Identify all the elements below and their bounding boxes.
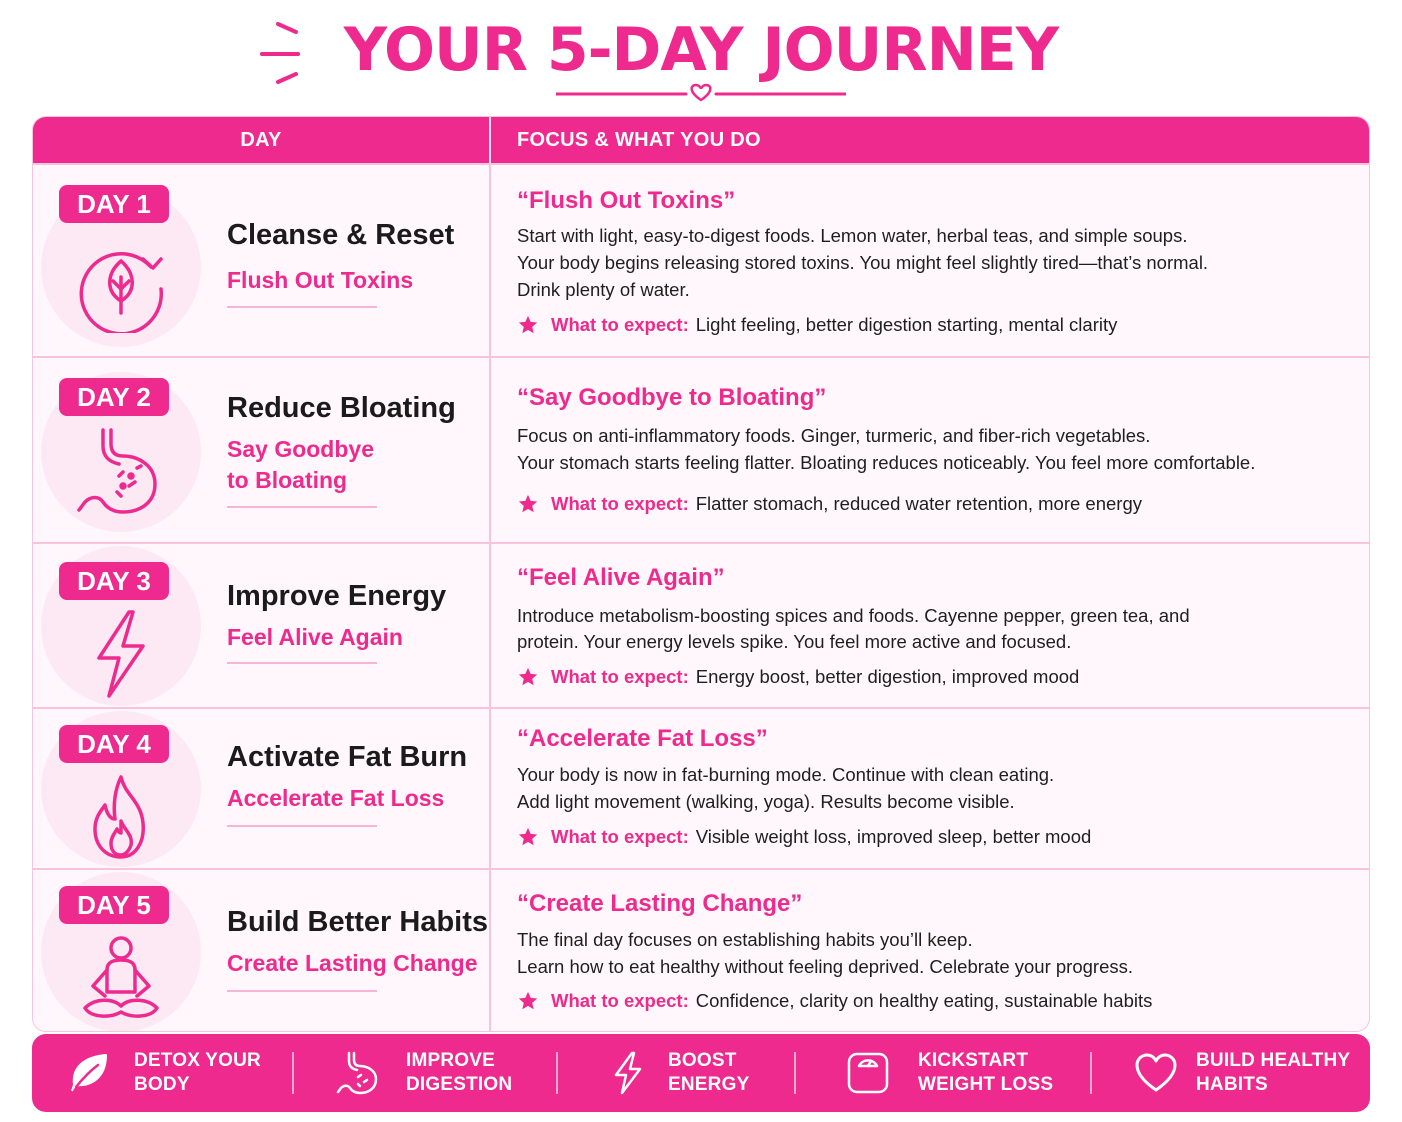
benefit-text: DETOX YOUR BODY	[134, 1050, 261, 1095]
benefit-weight-loss	[846, 1034, 1076, 1112]
day-cell	[33, 544, 489, 707]
description-line: Learn how to eat healthy without feeling deprived. Celebrate your progress.	[517, 956, 1134, 977]
table-row-day-4	[33, 707, 1369, 868]
column-divider	[489, 870, 491, 1032]
star-icon	[517, 826, 539, 848]
star-icon	[517, 314, 539, 336]
lightning-icon	[73, 606, 169, 702]
lightning-icon	[606, 1051, 650, 1095]
meditation-icon	[73, 934, 169, 1030]
table-row-day-1	[33, 163, 1369, 356]
day-badge: DAY 3	[59, 562, 169, 600]
day-subtitle: Feel Alive Again	[227, 624, 403, 650]
focus-cell	[517, 544, 1357, 707]
leaf-icon	[68, 1051, 112, 1095]
what-to-expect	[517, 666, 1079, 688]
description-line: Introduce metabolism-boosting spices and foods. Cayenne pepper, green tea, and	[517, 605, 1190, 626]
subtitle-underline	[227, 990, 377, 992]
benefit-text: BOOST ENERGY	[668, 1050, 750, 1095]
expect-text: Flatter stomach, reduced water retention, more energy	[695, 493, 1143, 514]
day-cell	[33, 165, 489, 356]
day-cell	[33, 709, 489, 868]
star-icon	[517, 493, 539, 515]
expect-text: Light feeling, better digestion starting, mental clarity	[695, 314, 1118, 335]
focus-quote: “Say Goodbye to Bloating”	[517, 384, 827, 411]
day-badge: DAY 5	[59, 886, 169, 924]
subtitle-underline	[227, 825, 377, 827]
expect-text: Confidence, clarity on healthy eating, sustainable habits	[695, 990, 1153, 1011]
description-line: Add light movement (walking, yoga). Results become visible.	[517, 791, 1015, 812]
day-cell	[33, 358, 489, 542]
expect-label: What to expect:	[551, 990, 689, 1011]
stomach-icon	[336, 1051, 380, 1095]
table-row-day-5	[33, 868, 1369, 1032]
description-line: Drink plenty of water.	[517, 279, 690, 300]
benefit-divider	[794, 1052, 796, 1094]
table-row-day-2	[33, 356, 1369, 542]
flame-icon	[73, 771, 169, 867]
benefit-habits	[1134, 1034, 1364, 1112]
day-badge: DAY 1	[59, 185, 169, 223]
header-divider	[489, 117, 491, 163]
scale-icon	[846, 1051, 890, 1095]
table-row-day-3	[33, 542, 1369, 707]
expect-label: What to expect:	[551, 666, 689, 687]
benefit-energy	[606, 1034, 786, 1112]
leaf-cycle-icon	[73, 237, 169, 333]
subtitle-underline	[227, 662, 377, 664]
page-title: YOUR 5-DAY JOURNEY	[343, 15, 1059, 85]
burst-right-icon	[1102, 0, 1402, 112]
expect-label: What to expect:	[551, 826, 689, 847]
what-to-expect	[517, 314, 1117, 336]
expect-label: What to expect:	[551, 493, 689, 514]
title-underline-heart-icon	[556, 82, 846, 102]
focus-quote: “Create Lasting Change”	[517, 890, 803, 917]
benefit-divider	[292, 1052, 294, 1094]
day-badge: DAY 2	[59, 378, 169, 416]
description-line: protein. Your energy levels spike. You feel more active and focused.	[517, 631, 1072, 652]
focus-cell	[517, 165, 1357, 356]
day-title: Build Better Habits	[227, 906, 489, 938]
subtitle-underline	[227, 506, 377, 508]
header-focus: FOCUS & WHAT YOU DO	[517, 129, 761, 151]
day-title: Cleanse & Reset	[227, 219, 455, 251]
star-icon	[517, 990, 539, 1012]
column-divider	[489, 358, 491, 542]
day-title: Reduce Bloating	[227, 392, 456, 424]
column-divider	[489, 165, 491, 356]
table-header	[33, 117, 1369, 163]
day-subtitle: Say Goodbye	[227, 436, 374, 462]
subtitle-underline	[227, 306, 377, 308]
what-to-expect	[517, 826, 1091, 848]
benefit-text: IMPROVE DIGESTION	[406, 1050, 513, 1095]
description-line: The final day focuses on establishing habits you’ll keep.	[517, 929, 973, 950]
benefit-text: KICKSTART WEIGHT LOSS	[918, 1050, 1054, 1095]
what-to-expect	[517, 493, 1142, 515]
benefit-divider	[1090, 1052, 1092, 1094]
day-badge: DAY 4	[59, 725, 169, 763]
day-title: Improve Energy	[227, 580, 447, 612]
day-subtitle: Accelerate Fat Loss	[227, 785, 445, 811]
day-subtitle: Flush Out Toxins	[227, 267, 414, 293]
expect-label: What to expect:	[551, 314, 689, 335]
benefit-text: BUILD HEALTHY HABITS	[1196, 1050, 1351, 1095]
focus-cell	[517, 709, 1357, 868]
expect-text: Energy boost, better digestion, improved mood	[695, 666, 1080, 687]
description-line: Your body begins releasing stored toxins. You might feel slightly tired—that’s normal.	[517, 252, 1209, 273]
day-title: Activate Fat Burn	[227, 741, 468, 773]
heart-icon	[1134, 1051, 1178, 1095]
column-divider	[489, 544, 491, 707]
journey-table	[32, 116, 1370, 1032]
expect-text: Visible weight loss, improved sleep, better mood	[695, 826, 1092, 847]
benefit-divider	[556, 1052, 558, 1094]
benefits-bar	[32, 1034, 1370, 1112]
focus-quote: “Accelerate Fat Loss”	[517, 725, 768, 752]
benefit-detox	[68, 1034, 298, 1112]
title-area	[0, 0, 1402, 112]
focus-cell	[517, 358, 1357, 542]
description-line: Your stomach starts feeling flatter. Bloating reduces noticeably. You feel more comfortable.	[517, 452, 1256, 473]
benefit-digestion	[336, 1034, 556, 1112]
description-line: Start with light, easy-to-digest foods. Lemon water, herbal teas, and simple soups.	[517, 225, 1188, 246]
header-day: DAY	[240, 129, 282, 151]
description-line: Your body is now in fat-burning mode. Continue with clean eating.	[517, 764, 1055, 785]
what-to-expect	[517, 990, 1152, 1012]
focus-quote: “Feel Alive Again”	[517, 564, 725, 591]
day-subtitle: Create Lasting Change	[227, 950, 478, 976]
focus-quote: “Flush Out Toxins”	[517, 187, 736, 214]
day-subtitle: to Bloating	[227, 467, 348, 493]
focus-cell	[517, 870, 1357, 1032]
star-icon	[517, 666, 539, 688]
column-divider	[489, 709, 491, 868]
description-line: Focus on anti-inflammatory foods. Ginger, turmeric, and fiber-rich vegetables.	[517, 425, 1151, 446]
stomach-icon	[73, 426, 169, 522]
day-cell	[33, 870, 489, 1032]
